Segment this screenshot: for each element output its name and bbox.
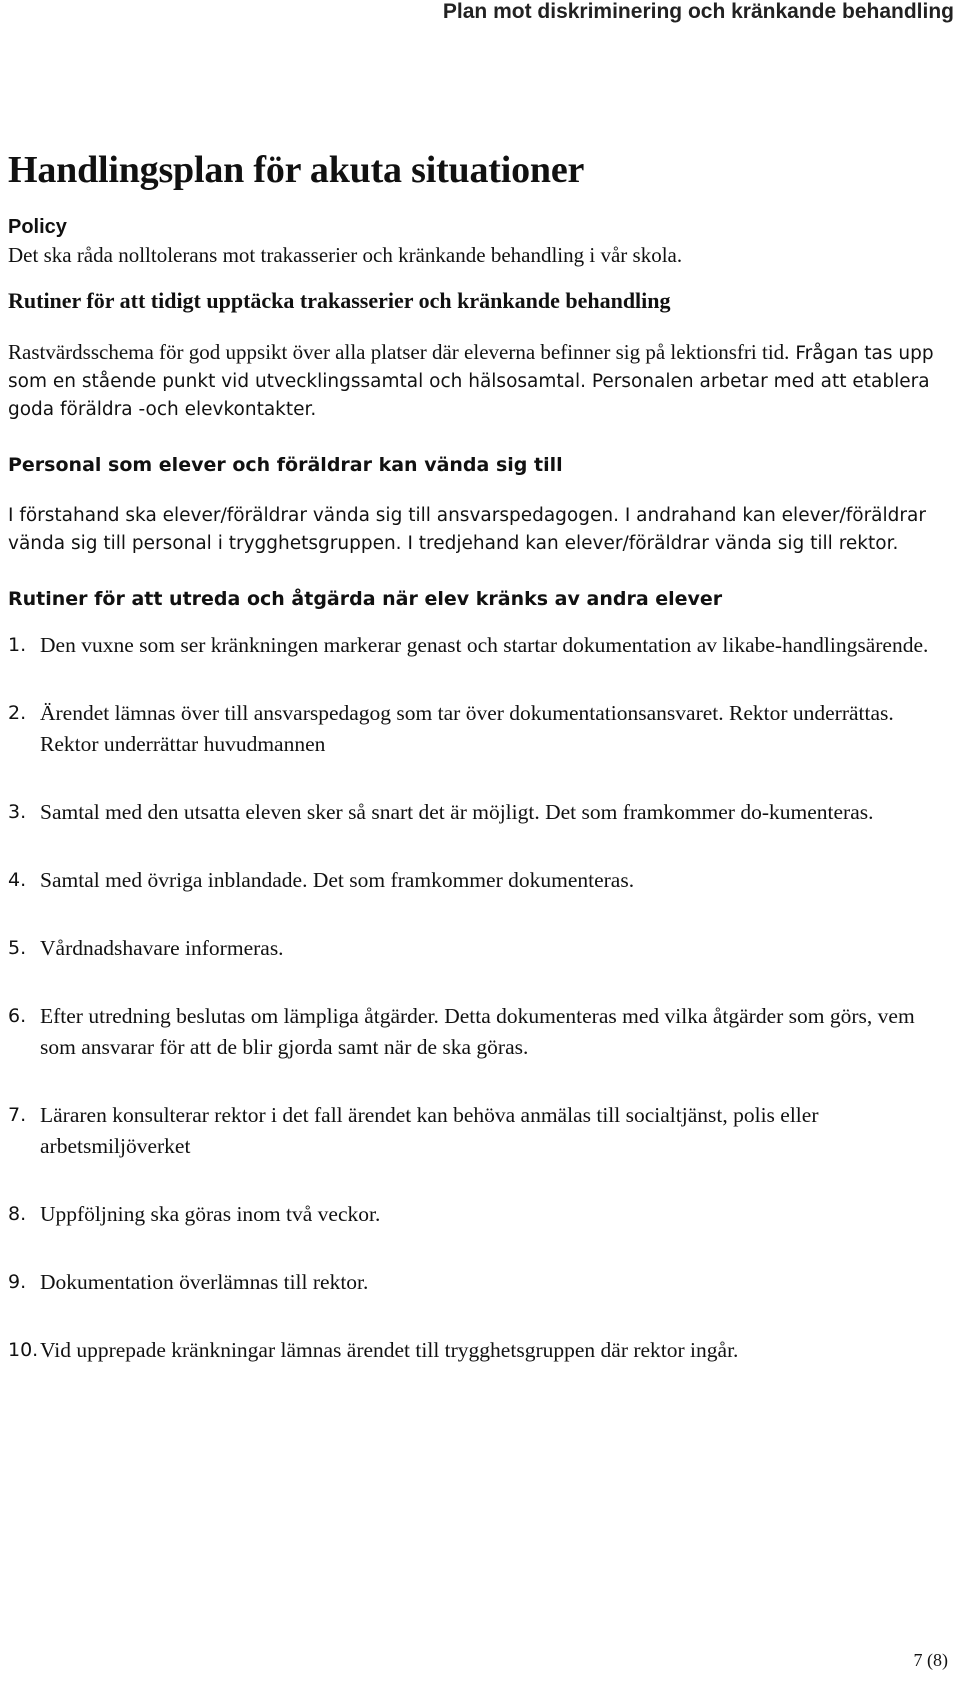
- list-item: [8, 797, 953, 828]
- step-text: Samtal med övriga inblandade. Det som framkommer dokumenteras.: [40, 868, 635, 892]
- list-item: [8, 630, 953, 661]
- step-text: Uppföljning ska göras inom två veckor.: [40, 1202, 381, 1226]
- step-number: 8.: [8, 1203, 27, 1225]
- policy-text: Det ska råda nolltolerans mot trakasserier och kränkande behandling i vår skola.: [8, 243, 683, 267]
- early-detection-heading: Rutiner för att tidigt upptäcka trakasserier och kränkande behandling: [8, 288, 671, 313]
- contacts-heading: Personal som elever och föräldrar kan vända sig till: [8, 454, 563, 476]
- step-text: Ärendet lämnas över till ansvarspedagog som tar över dokumentationsansvaret. Rektor underrättas. Rektor underrättar huvudmannen: [40, 701, 894, 756]
- list-item: [8, 1267, 953, 1298]
- contacts-text: I förstahand ska elever/föräldrar vända sig till ansvarspedagogen. I andrahand kan elever/föräldrar vända sig till personal i trygghetsgruppen. I tredjehand kan elever/föräldrar vända sig till rektor.: [8, 505, 926, 554]
- step-text: Vid upprepade kränkningar lämnas ärendet till trygghetsgruppen där rektor ingår.: [40, 1338, 739, 1362]
- routine-steps-list: [8, 630, 953, 1366]
- early-detection-paragraph: [8, 338, 953, 424]
- early-detection-text-sans: Frågan tas upp som en stående punkt vid utvecklingssamtal och hälsosamtal. Personalen arbetar med att etablera goda föräldra -och elevkontakter.: [8, 343, 934, 420]
- step-text: Samtal med den utsatta eleven sker så snart det är möjligt. Det som framkommer do-kumenteras.: [40, 800, 874, 824]
- step-text: Efter utredning beslutas om lämpliga åtgärder. Detta dokumenteras med vilka åtgärder som görs, vem som ansvarar för att de blir gjorda samt när de ska göras.: [40, 1004, 915, 1059]
- page-title: Handlingsplan för akuta situationer: [8, 149, 585, 191]
- step-text: Vårdnadshavare informeras.: [40, 936, 284, 960]
- step-number: 7.: [8, 1104, 27, 1126]
- step-number: 3.: [8, 801, 27, 823]
- list-item: [8, 865, 953, 896]
- step-number: 2.: [8, 702, 27, 724]
- step-number: 1.: [8, 634, 27, 656]
- list-item: [8, 1100, 953, 1162]
- step-text: Den vuxne som ser kränkningen markerar genast och startar dokumentation av likabe-handlingsärende.: [40, 633, 929, 657]
- page-content: [8, 148, 953, 1403]
- list-item: [8, 1199, 953, 1230]
- list-item: [8, 1335, 953, 1366]
- list-item: [8, 933, 953, 964]
- step-number: 5.: [8, 937, 27, 959]
- step-number: 6.: [8, 1005, 27, 1027]
- list-item: [8, 1001, 953, 1063]
- policy-heading: Policy: [8, 216, 67, 238]
- list-item: [8, 698, 953, 760]
- step-text: Läraren konsulterar rektor i det fall ärendet kan behöva anmälas till socialtjänst, polis eller arbetsmiljöverket: [40, 1103, 819, 1158]
- page-number: 7 (8): [913, 1650, 948, 1670]
- early-detection-text-serif: Rastvärdsschema för god uppsikt över alla platser där eleverna befinner sig på lektionsfri tid.: [8, 340, 790, 364]
- step-number: 10.: [8, 1339, 39, 1361]
- step-number: 4.: [8, 869, 27, 891]
- routines-heading: Rutiner för att utreda och åtgärda när elev kränks av andra elever: [8, 588, 723, 610]
- running-header: Plan mot diskriminering och kränkande behandling: [442, 0, 954, 23]
- step-number: 9.: [8, 1271, 27, 1293]
- step-text: Dokumentation överlämnas till rektor.: [40, 1270, 369, 1294]
